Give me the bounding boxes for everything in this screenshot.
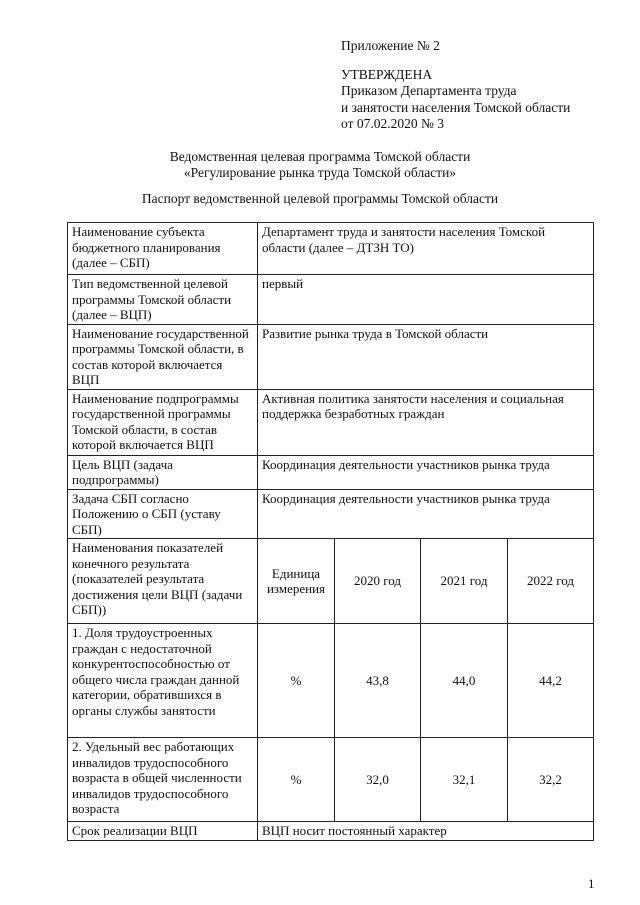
indicator-value-2020: 32,0 <box>335 738 421 822</box>
row-value: Активная политика занятости населения и социальная поддержка безработных граждан <box>258 389 594 455</box>
row-value: Координация деятельности участников рынка труда <box>258 455 594 489</box>
appendix-number: Приложение № 2 <box>341 38 440 53</box>
table-row <box>68 738 594 822</box>
indicator-value-2020: 43,8 <box>335 624 421 738</box>
table-row <box>68 624 594 738</box>
approval-stamp <box>341 38 570 133</box>
row-label: Цель ВЦП (задача подпрограммы) <box>68 455 258 489</box>
passport-table <box>67 222 594 841</box>
order-line-2: и занятости населения Томской области <box>341 99 571 115</box>
row-value: первый <box>258 275 594 325</box>
table-row <box>68 822 594 841</box>
table-row <box>68 275 594 325</box>
indicators-header-row <box>68 539 594 624</box>
indicator-value-2021: 32,1 <box>421 738 508 822</box>
row-label: Задача СБП согласно Положению о СБП (уставу СБП) <box>68 489 258 539</box>
year-2020-header: 2020 год <box>335 539 421 624</box>
table-row <box>68 324 594 389</box>
indicator-value-2022: 32,2 <box>508 738 594 822</box>
table-row <box>68 489 594 539</box>
program-title-line-1: Ведомственная целевая программа Томской области <box>169 149 471 164</box>
year-2021-header: 2021 год <box>421 539 508 624</box>
page-number: 1 <box>588 876 595 891</box>
unit-header: Единица измерения <box>258 539 335 624</box>
order-line-1: Приказом Департамента труда <box>341 83 517 98</box>
term-label: Срок реализации ВЦП <box>68 822 258 841</box>
indicator-value-2021: 44,0 <box>421 624 508 738</box>
program-title <box>0 149 640 181</box>
program-title-line-2: «Регулирование рынка труда Томской области» <box>183 165 457 180</box>
term-value: ВЦП носит постоянный характер <box>258 822 594 841</box>
table-row <box>68 389 594 455</box>
table-row <box>68 455 594 489</box>
passport-title: Паспорт ведомственной целевой программы Томской области <box>141 191 499 206</box>
row-label: Наименование подпрограммы государственной программы Томской области, в состав которой включается ВЦП <box>68 389 258 455</box>
approved-label: УТВЕРЖДЕНА <box>341 66 433 82</box>
row-label: Наименование субъекта бюджетного планирования (далее – СБП) <box>68 223 258 275</box>
indicator-name: 1. Доля трудоустроенных граждан с недостаточной конкурентоспособностью от общего числа граждан данной категории, обратившихся в органы службы занятости <box>68 624 258 738</box>
indicators-header-label: Наименования показателей конечного результата (показателей результата достижения цели ВЦП (задачи СБП)) <box>68 539 258 624</box>
row-value: Координация деятельности участников рынка труда <box>258 489 594 539</box>
year-2022-header: 2022 год <box>508 539 594 624</box>
indicator-unit: % <box>258 624 335 738</box>
row-label: Тип ведомственной целевой программы Томской области (далее – ВЦП) <box>68 275 258 325</box>
row-value: Департамент труда и занятости населения Томской области (далее – ДТЗН ТО) <box>258 223 594 275</box>
row-value: Развитие рынка труда в Томской области <box>258 324 594 389</box>
row-label: Наименование государственной программы Томской области, в состав которой включается ВЦП <box>68 324 258 389</box>
table-row <box>68 223 594 275</box>
indicator-value-2022: 44,2 <box>508 624 594 738</box>
indicator-unit: % <box>258 738 335 822</box>
indicator-name: 2. Удельный вес работающих инвалидов трудоспособного возраста в общей численности инвалидов трудоспособного возраста <box>68 738 258 822</box>
order-line-3: от 07.02.2020 № 3 <box>341 116 444 131</box>
